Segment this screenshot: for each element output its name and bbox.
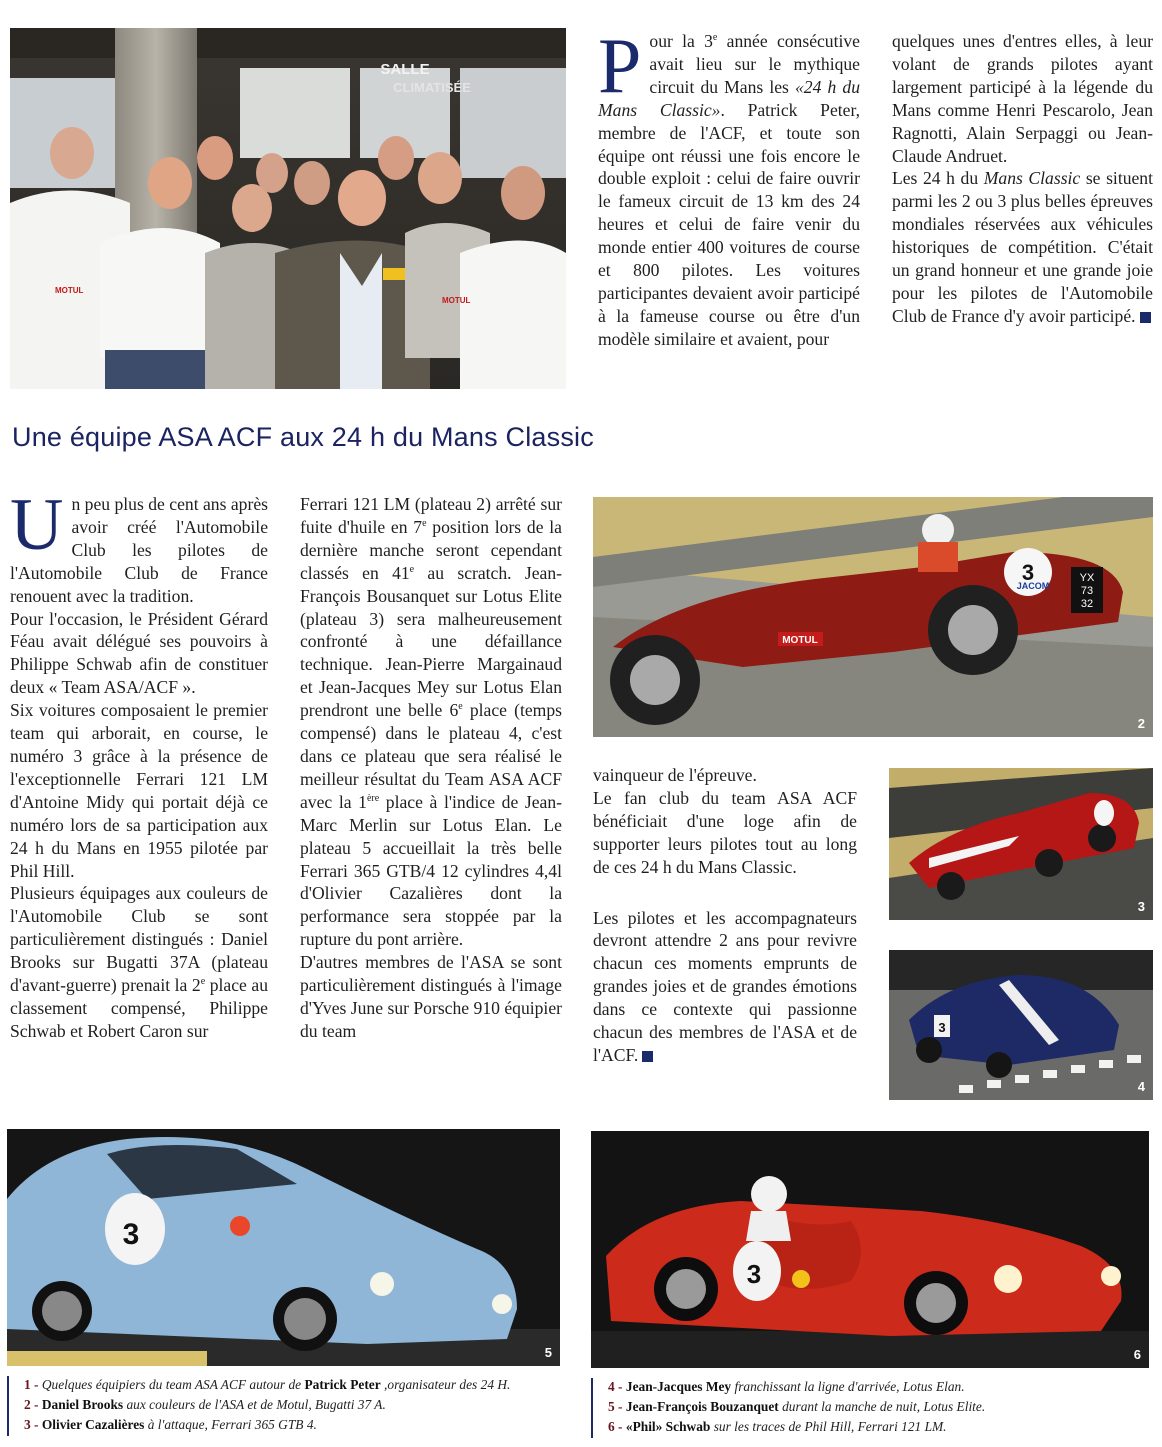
group-photo-art (10, 28, 566, 389)
bugatti-sponsor: JACOM (1016, 581, 1050, 591)
caption-3 (24, 1415, 574, 1435)
intro-2b-pre: Les 24 h du (892, 168, 984, 189)
photo-number-6: 6 (1133, 1347, 1141, 1362)
caption-1-post: ,organisateur des 24 H. (380, 1377, 511, 1392)
intro-2b-italic: Mans Classic (983, 168, 1081, 189)
article-para-4-sup: e (200, 976, 206, 988)
caption-3-post: à l'attaque, Ferrari 365 GTB 4. (144, 1417, 317, 1432)
caption-4-post: franchissant la ligne d'arrivée, Lotus Elan. (731, 1379, 965, 1394)
p5-sup3: e (458, 701, 463, 713)
intro-sup: e (712, 32, 718, 44)
photo-ferrari-121lm (591, 1131, 1149, 1368)
article-dropcap: U (10, 484, 64, 566)
caption-2-post: aux couleurs de l'ASA et de Motul, Bugatti 37 A. (123, 1397, 386, 1412)
group-photo (10, 28, 566, 389)
ferrari-365-art (889, 768, 1153, 920)
shirt-motul-2: MOTUL (442, 296, 471, 305)
lotus-race-number: 3 (938, 1020, 946, 1035)
article-column-3 (593, 764, 857, 1067)
caption-6-post: sur les traces de Phil Hill, Ferrari 121 LM. (710, 1419, 947, 1434)
article-para-5 (300, 493, 562, 951)
caption-6-num: 6 - (608, 1419, 623, 1434)
photo-lotus-elite (7, 1129, 560, 1366)
caption-1-name: Patrick Peter (304, 1377, 381, 1392)
photo-lotus-elan (889, 950, 1153, 1100)
caption-5-num: 5 - (608, 1399, 623, 1414)
caption-4-name: Jean-Jacques Mey (625, 1379, 732, 1394)
article-para-4 (10, 882, 268, 1042)
ferrari-121lm-art (591, 1131, 1149, 1368)
p5-c: au scratch. Jean-François Bousanquet sur Lotus Elite (plateau 3) sera malheureusement confronté à une défaillance technique. Jean-Pierre Margainaud et Jean-Jacques Mey sur Lotus Elan prendront une belle 6 (300, 562, 562, 721)
p5-b: position lors de la dernière manche seront cependant classés en 41 (300, 516, 562, 583)
article-column-1 (10, 484, 268, 1043)
article-para-3: Six voitures composaient le premier team qui arborait, en course, le numéro 3 grâce à la présence de l'exceptionnelle Ferrari 121 LM d'Antoine Midy qui portait déjà ce numéro lors de sa participation aux 24 h du Mans en 1955 pilotée par Phil Hill. (10, 700, 268, 881)
sign-salle: SALLE (380, 61, 430, 78)
caption-2-num: 2 - (24, 1397, 39, 1412)
caption-1-pre: Quelques équipiers du team ASA ACF autour de (41, 1377, 305, 1392)
intro-column-2 (892, 30, 1153, 328)
article-para-6: D'autres membres de l'ASA se sont particulièrement distingués à l'image d'Yves June sur Porsche 910 équipier du team (300, 952, 562, 1041)
caption-6 (608, 1417, 1153, 1437)
intro-text-1b: année consécutive avait lieu sur le mythique circuit du Mans les (649, 31, 860, 97)
p5-d: place (temps compensé) dans le plateau 4, c'est dans ce plateau que sera réalisé le meilleur résultat du Team ASA ACF avec la 1 (300, 700, 562, 812)
bugatti-race-number: 3 (1021, 560, 1035, 585)
article-para-2: Pour l'occasion, le Président Gérard Féau avait délégué ses pouvoirs à Philippe Schwab afin de constituer deux « Team ASA/ACF ». (10, 608, 268, 698)
lotus-elite-race-number: 3 (122, 1218, 140, 1251)
bugatti-motul: MOTUL (782, 635, 818, 646)
photo-bugatti (593, 497, 1153, 737)
caption-6-name: «Phil» Schwab (625, 1419, 711, 1434)
article-para-1 (10, 484, 268, 608)
caption-bar-right (591, 1378, 593, 1438)
lotus-elan-art (889, 950, 1153, 1100)
caption-5 (608, 1397, 1153, 1417)
article-para-9 (593, 907, 857, 1067)
intro-paragraph-2a: quelques unes d'entres elles, à leur volant de grands pilotes ayant largement participé à la légende du Mans comme Henri Pescarolo, Jean Ragnotti, Alain Serpaggi ou Jean-Claude Andruet. (892, 31, 1153, 166)
end-square-icon-2 (642, 1051, 653, 1062)
photo-number-2: 2 (1137, 716, 1145, 731)
caption-4 (608, 1377, 1153, 1397)
photo-number-5: 5 (544, 1345, 552, 1360)
intro-paragraph-2b (892, 167, 1153, 327)
article-para-4-post: place au classement compensé, Philippe Schwab et Robert Caron sur (10, 975, 268, 1041)
caption-1-num: 1 - (24, 1377, 39, 1392)
bugatti-art (593, 497, 1153, 737)
article-headline: Une équipe ASA ACF aux 24 h du Mans Classic (12, 422, 594, 452)
caption-2-name: Daniel Brooks (41, 1397, 124, 1412)
captions-right (608, 1377, 1153, 1437)
caption-5-name: Jean-François Bouzanquet (625, 1399, 779, 1414)
end-square-icon (1140, 312, 1151, 323)
intro-text-1c: . Patrick Peter, membre de l'ACF, et toute son équipe ont réussi une fois encore le double exploit : celui de faire ouvrir le fameux circuit de 13 km des 24 heures et celui de faire venir du monde entier 400 voitures de course et 800 pilotes. Les voitures participantes devaient avoir participé à la fameuse course ou être d'un modèle similaire et avaient, pour (598, 99, 861, 349)
intro-column-1 (598, 22, 861, 351)
article-para-1-text: n peu plus de cent ans après avoir créé l'Automobile Club les pilotes de l'Automobile Club de France renouent avec la tradition. (10, 494, 268, 606)
p5-sup2: e (409, 563, 415, 575)
photo-number-4: 4 (1137, 1079, 1145, 1094)
plate-line-2: 73 (1080, 585, 1094, 597)
p5-sup1: e (422, 518, 427, 530)
article-para-9-text: Les pilotes et les accompagnateurs devront attendre 2 ans pour revivre chacun ces moments emprunts de grandes joies et de grandes émotions dans ce contexte qui passionne chacun des membres de l'ASA et de l'ACF. (593, 907, 857, 1065)
article-para-7: vainqueur de l'épreuve. (593, 765, 757, 785)
photo-ferrari-365 (889, 768, 1153, 920)
plate-line-3: 32 (1080, 598, 1094, 610)
sign-climatisee: CLIMATISÉE (393, 80, 471, 95)
p5-sup4: ère (366, 792, 380, 804)
intro-event-name: «24 h du Mans Classic» (598, 76, 860, 120)
caption-1 (24, 1375, 574, 1395)
caption-bar-left (7, 1376, 9, 1436)
intro-dropcap: P (598, 22, 642, 109)
intro-text-1a: our la 3 (649, 31, 713, 51)
p5-e: place à l'indice de Jean-Marc Merlin sur Lotus Elan. Le plateau 5 accueillait la très belle Ferrari 365 GTB/4 12 cylindres 4,4l d'Olivier Cazalières dont la performance sera stoppée par la rupture du pont arrière. (300, 791, 562, 950)
plate-line-1: YX (1079, 572, 1095, 584)
lotus-elite-art (7, 1129, 560, 1366)
caption-3-name: Olivier Cazalières (41, 1417, 145, 1432)
captions-left (24, 1375, 574, 1435)
caption-3-num: 3 - (24, 1417, 39, 1432)
article-para-4-pre: Plusieurs équipages aux couleurs de l'Automobile Club se sont particulièrement distingués : Daniel Brooks sur Bugatti 37A (plateau d'avant-guerre) prenait la 2 (10, 883, 268, 996)
caption-4-num: 4 - (608, 1379, 623, 1394)
article-column-2 (300, 493, 562, 1043)
caption-2 (24, 1395, 574, 1415)
shirt-motul-1: MOTUL (55, 286, 84, 295)
p5-a: Ferrari 121 LM (plateau 2) arrêté sur fuite d'huile en 7 (300, 494, 562, 537)
photo-number-3: 3 (1137, 899, 1145, 914)
caption-5-post: durant la manche de nuit, Lotus Elite. (778, 1399, 986, 1414)
ferrari-race-number: 3 (746, 1259, 762, 1289)
article-para-8: Le fan club du team ASA ACF bénéficiait d'une loge afin de supporter leurs pilotes tout au long de ces 24 h du Mans Classic. (593, 787, 857, 877)
intro-2b-post: se situent parmi les 2 ou 3 plus belles épreuves mondiales réservées aux véhicules historiques de compétition. C'était un grand honneur et une grande joie pour les pilotes de l'Automobile Club de France d'y avoir participé. (892, 168, 1153, 326)
